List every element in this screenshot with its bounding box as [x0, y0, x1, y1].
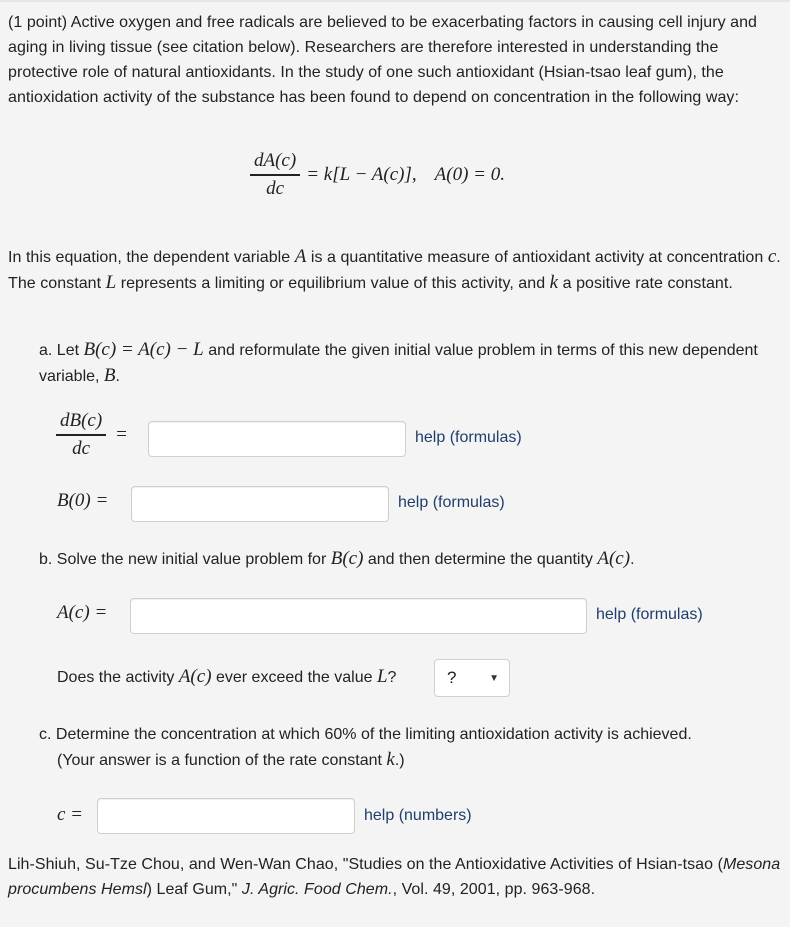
var-Bc: B(c): [330, 548, 364, 569]
fraction-denominator: dc: [266, 178, 285, 199]
fraction-numerator: dA(c): [250, 150, 300, 176]
part-c-line1: c. Determine the concentration at which 60% of the limiting antioxidation activity is achieved.: [39, 726, 692, 743]
exceed-question: [57, 666, 396, 688]
initial-condition: A(0) = 0.: [434, 164, 505, 185]
part-a-label: a. Let: [39, 342, 84, 359]
dB-fraction: [56, 410, 106, 460]
dB-dc-answer-input[interactable]: [148, 421, 406, 457]
points-label: (1 point): [8, 14, 68, 31]
help-numbers-link[interactable]: help (numbers): [364, 807, 472, 824]
var-Ac: A(c): [597, 548, 631, 569]
part-c-line2: [39, 747, 779, 773]
dB-dc-label: [56, 410, 127, 460]
problem-intro: [8, 10, 783, 110]
exceed-answer-select[interactable]: [434, 659, 510, 697]
c-answer-input[interactable]: [97, 798, 355, 834]
citation: [8, 852, 783, 902]
Ac-label: A(c) =: [57, 602, 108, 623]
fraction-denominator: dc: [72, 438, 91, 459]
period: .: [115, 368, 120, 385]
citation-details: , Vol. 49, 2001, pp. 963-968.: [392, 881, 596, 898]
top-divider: [0, 0, 790, 2]
var-k: k: [386, 749, 395, 770]
question-text: Does the activity: [57, 669, 179, 686]
B0-answer-input[interactable]: [131, 486, 389, 522]
var-L: L: [376, 666, 388, 687]
period: .: [630, 551, 635, 568]
explanation-text: represents a limiting or equilibrium value of this activity, and: [116, 275, 550, 292]
part-b-prompt: [39, 546, 779, 572]
Ac-answer-input[interactable]: [130, 598, 587, 634]
c-label: c =: [57, 804, 84, 825]
part-a-prompt: [39, 337, 779, 389]
derivative-fraction: [250, 150, 300, 200]
var-Ac: A(c): [178, 666, 212, 687]
var-B: B: [103, 365, 116, 386]
part-b-text: and then determine the quantity: [363, 551, 598, 568]
part-c-text: .): [394, 752, 405, 769]
citation-species: Mesona procumbens Hemsl: [8, 856, 781, 898]
equals-sign: =: [116, 424, 127, 445]
citation-title: ) Leaf Gum,": [146, 881, 242, 898]
question-mark: ?: [387, 669, 397, 686]
dropdown-caret-icon: ▼: [489, 672, 499, 684]
question-text: ever exceed the value: [211, 669, 377, 686]
explanation-text: is a quantitative measure of antioxidant activity at concentration: [306, 249, 768, 266]
citation-journal: J. Agric. Food Chem.: [241, 881, 393, 898]
intro-text: Active oxygen and free radicals are believed to be exacerbating factors in causing cell injury and aging in living tissue (see citation below). Researchers are therefore interested in understanding the protective role of natural antioxidants. In the study of one such antioxidant (Hsian-tsao leaf gum), the antioxidation activity of the substance has been found to depend on concentration in the following way:: [8, 14, 757, 106]
part-a-text: and reformulate the given initial value problem in terms of this new dependent variable,: [39, 342, 758, 385]
explanation-text: . The constant: [8, 249, 781, 292]
part-b-label: b. Solve the new initial value problem for: [39, 551, 331, 568]
var-L: L: [105, 272, 117, 293]
var-c: c: [767, 246, 777, 267]
help-formulas-link[interactable]: help (formulas): [398, 494, 505, 511]
select-value: ?: [447, 668, 457, 687]
help-formulas-link[interactable]: help (formulas): [596, 606, 703, 623]
explanation-text: a positive rate constant.: [558, 275, 733, 292]
part-c-text: (Your answer is a function of the rate constant: [57, 752, 387, 769]
main-equation: [250, 150, 505, 200]
part-c-prompt: [39, 722, 779, 773]
var-A: A: [294, 246, 307, 267]
fraction-numerator: dB(c): [56, 410, 106, 436]
citation-authors: Lih-Shiuh, Su-Tze Chou, and Wen-Wan Chao, "Studies on the Antioxidative Activities of Hsian-tsao (: [8, 856, 723, 873]
equation-rhs: = k[L − A(c)],: [306, 164, 417, 185]
var-k: k: [549, 272, 559, 293]
help-formulas-link[interactable]: help (formulas): [415, 429, 522, 446]
B0-label: B(0) =: [57, 490, 109, 511]
explanation-text: In this equation, the dependent variable: [8, 249, 295, 266]
substitution-definition: B(c) = A(c) − L: [83, 339, 204, 360]
explanation-paragraph: [8, 244, 783, 296]
